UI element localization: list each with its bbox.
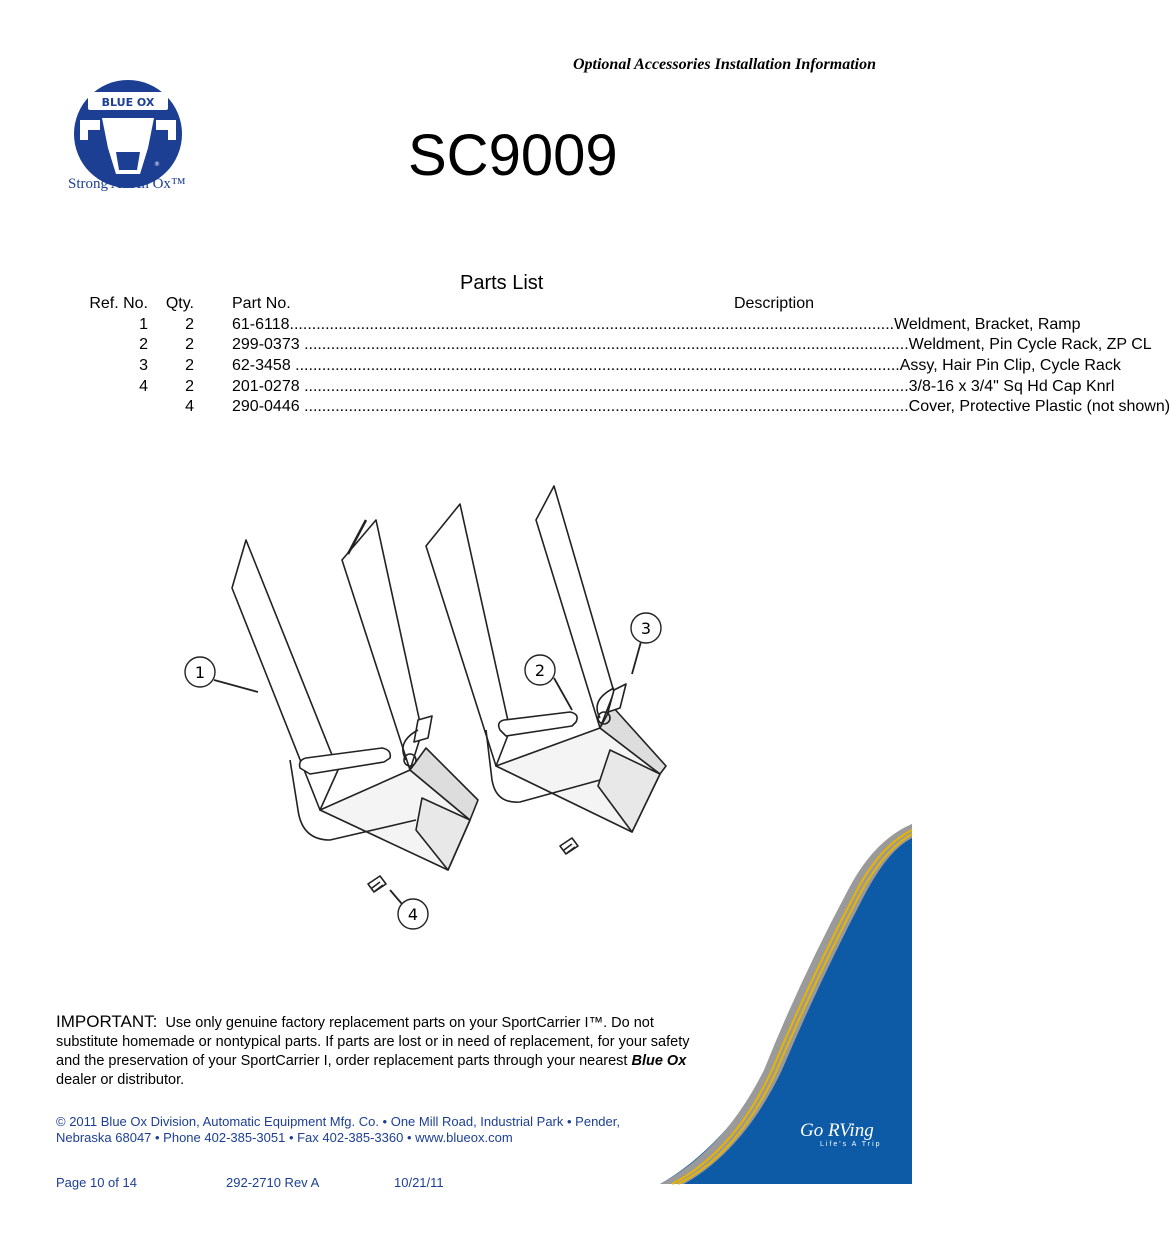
ref-no: 1 [139, 315, 148, 333]
col-part-header: Part No. [232, 295, 291, 313]
qty: 4 [185, 398, 194, 416]
ref-no: 2 [139, 336, 148, 354]
part-no: 61-6118 [232, 315, 290, 333]
parts-diagram [170, 480, 690, 940]
part-no: 201-0278 [232, 377, 300, 395]
go-rving-badge: Go RVing [800, 1120, 874, 1141]
description: Weldment, Pin Cycle Rack, ZP CL [908, 336, 1152, 354]
leader-dots: ........................................................................................................................................ [299, 398, 909, 416]
ref-no [80, 397, 148, 418]
leader-dots: ........................................................................................................................................ [290, 357, 900, 375]
svg-text:4: 4 [407, 905, 419, 924]
col-ref-header: Ref. No. [89, 295, 148, 313]
leader-dots: ........................................................................................................................................ [289, 315, 895, 333]
svg-text:3: 3 [640, 619, 652, 638]
logo-registered: ® [154, 161, 160, 168]
description: Weldment, Bracket, Ramp [894, 315, 1081, 333]
important-brand: Blue Ox [631, 1053, 687, 1069]
go-rving-road-graphic [660, 820, 914, 1186]
table-row [80, 397, 820, 418]
part-no: 299-0373 [232, 336, 300, 354]
table-row [80, 376, 820, 397]
cap-screw-left [368, 876, 386, 892]
footer-doc-number: 292-2710 Rev A [226, 1175, 320, 1190]
logo-tagline: Strong As An Ox™ [68, 176, 186, 192]
part-no: 62-3458 [232, 357, 291, 375]
parts-list-heading: Parts List [460, 272, 544, 294]
description: Cover, Protective Plastic (not shown) [908, 398, 1170, 416]
ref-no: 4 [139, 377, 148, 395]
copyright-line-2: Nebraska 68047 • Phone 402-385-3051 • Fax 402-385-3360 • www.blueox.com [56, 1130, 513, 1145]
callout-3 [631, 613, 661, 643]
important-notice [56, 1012, 696, 1090]
table-row [80, 356, 820, 377]
qty: 2 [185, 377, 194, 395]
leader-dots: ........................................................................................................................................ [299, 336, 909, 354]
footer-date: 10/21/11 [394, 1175, 444, 1190]
col-qty-header: Qty. [165, 295, 194, 313]
col-desc-header: Description [733, 295, 814, 313]
copyright-block [56, 1114, 716, 1146]
ref-no: 3 [139, 357, 148, 375]
svg-text:1: 1 [194, 663, 206, 682]
model-number: SC9009 [408, 123, 618, 188]
footer-page-number: Page 10 of 14 [56, 1175, 137, 1190]
table-row [80, 335, 820, 356]
qty: 2 [185, 315, 194, 333]
leader-dots: ........................................................................................................................................ [299, 377, 909, 395]
parts-table [80, 294, 1170, 418]
callout-4 [398, 899, 428, 929]
important-lead: IMPORTANT: [56, 1012, 158, 1031]
table-row [80, 315, 820, 336]
part-no: 290-0446 [232, 398, 300, 416]
svg-text:2: 2 [534, 661, 546, 680]
description: 3/8-16 x 3/4" Sq Hd Cap Knrl [908, 377, 1115, 395]
description: Assy, Hair Pin Clip, Cycle Rack [899, 357, 1121, 375]
header-title: Optional Accessories Installation Information [572, 56, 876, 73]
copyright-line-1: © 2011 Blue Ox Division, Automatic Equipment Mfg. Co. • One Mill Road, Industrial Park • Pender, [56, 1114, 620, 1129]
go-rving-tagline: Life's A Trip [820, 1141, 882, 1148]
logo-brand: BLUE OX [101, 96, 155, 109]
parts-header-row [80, 294, 820, 315]
callout-2 [525, 655, 555, 685]
qty: 2 [185, 336, 194, 354]
important-text: Use only genuine factory replacement parts on your SportCarrier I™. Do not substitute homemade or nontypical parts. If parts are lost or in need of replacement, for your safety and the preservation of your SportCarrier I, order replacement parts through your nearest [56, 1015, 690, 1069]
cap-screw-right [560, 838, 578, 854]
callout-1 [185, 657, 215, 687]
important-text-end: dealer or distributor. [56, 1072, 185, 1088]
qty: 2 [185, 357, 194, 375]
